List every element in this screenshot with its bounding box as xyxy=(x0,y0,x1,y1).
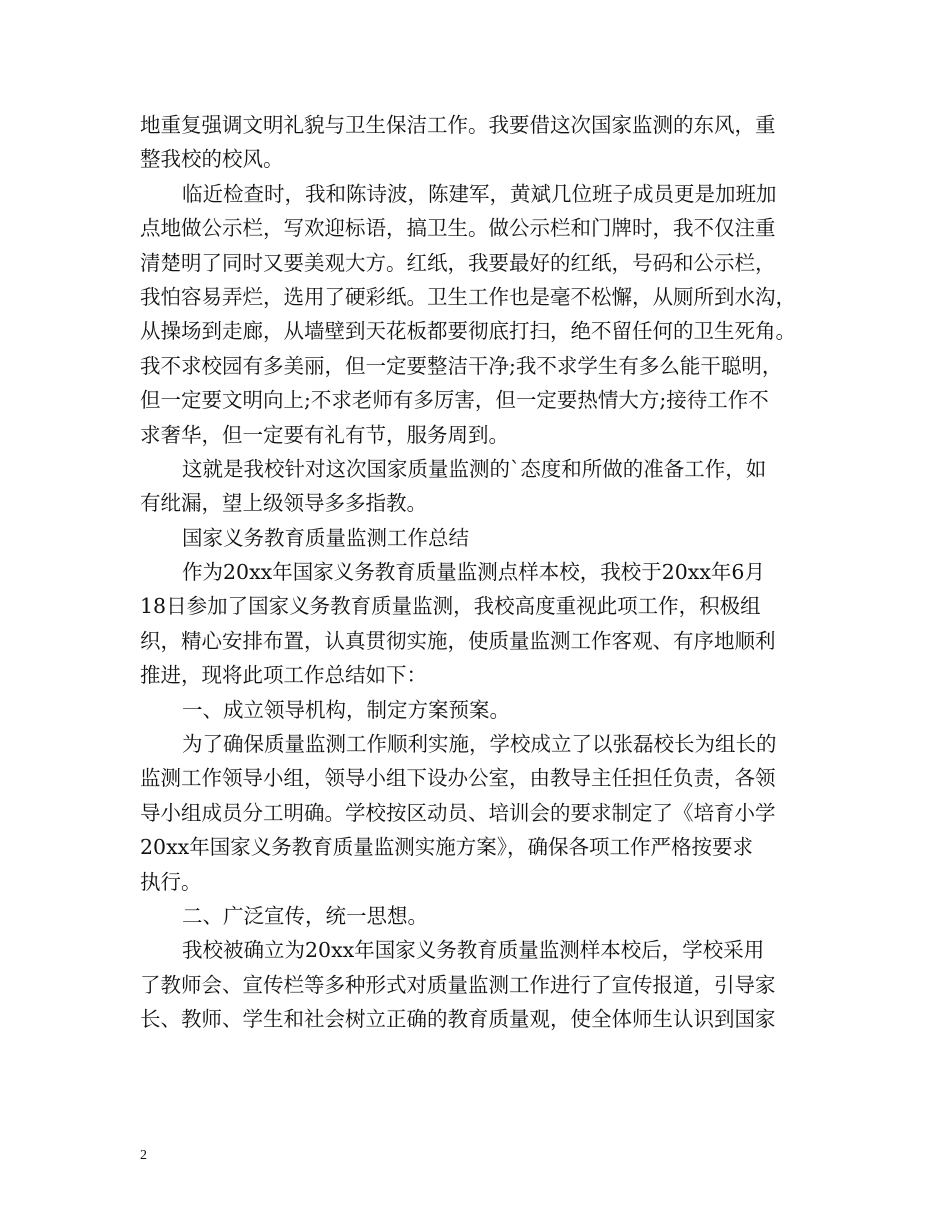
text-line: 点地做公示栏，写欢迎标语，搞卫生。做公示栏和门牌时，我不仅注重 xyxy=(140,216,776,241)
text-line: 长、教师、学生和社会树立正确的教育质量观，使全体师生认识到国家 xyxy=(140,1007,776,1032)
text-line: 执行。 xyxy=(140,869,202,894)
text-line: 求奢华，但一定要有礼有节，服务周到。 xyxy=(140,422,509,447)
text-line: 整我校的校风。 xyxy=(140,147,284,172)
page-number: 2 xyxy=(140,1148,147,1163)
text-line: 监测工作领导小组，领导小组下设办公室，由教导主任担任负责，各领 xyxy=(140,766,776,791)
text-line: 推进，现将此项工作总结如下： xyxy=(140,663,427,688)
text-line: 这就是我校针对这次国家质量监测的`态度和所做的准备工作，如 xyxy=(182,456,767,481)
text-line: 二、广泛宣传，统一思想。 xyxy=(182,903,428,928)
text-line: 有纰漏，望上级领导多多指教。 xyxy=(140,491,427,516)
text-line: 但一定要文明向上;不求老师有多厉害，但一定要热情大方;接待工作不 xyxy=(140,388,769,413)
text-line: 清楚明了同时又要美观大方。红纸，我要最好的红纸，号码和公示栏， xyxy=(140,250,776,275)
text-line: 导小组成员分工明确。学校按区动员、培训会的要求制定了《培育小学 xyxy=(140,800,776,825)
text-line: 地重复强调文明礼貌与卫生保洁工作。我要借这次国家监测的东风，重 xyxy=(140,113,776,137)
text-line: 我怕容易弄烂，选用了硬彩纸。卫生工作也是毫不松懈，从厕所到水沟， xyxy=(140,284,796,309)
text-line: 我不求校园有多美丽，但一定要整洁干净;我不求学生有多么能干聪明， xyxy=(140,353,783,378)
text-line: 国家义务教育质量监测工作总结 xyxy=(182,525,469,550)
text-line: 临近检查时，我和陈诗波，陈建军，黄斌几位班子成员更是加班加 xyxy=(182,181,777,206)
text-line: 了教师会、宣传栏等多种形式对质量监测工作进行了宣传报道，引导家 xyxy=(140,972,776,997)
text-line: 从操场到走廊，从墙壁到天花板都要彻底打扫，绝不留任何的卫生死角。 xyxy=(140,319,796,344)
body-text xyxy=(140,108,830,1037)
text-line: 织，精心安排布置，认真贯彻实施，使质量监测工作客观、有序地顺利 xyxy=(140,628,776,653)
text-line: 我校被确立为20xx年国家义务教育质量监测样本校后，学校采用 xyxy=(182,938,765,963)
text-line: 为了确保质量监测工作顺利实施，学校成立了以张磊校长为组长的 xyxy=(182,732,777,757)
text-line: 作为20xx年国家义务教育质量监测点样本校，我校于20xx年6月 xyxy=(182,560,765,585)
text-line: 20xx年国家义务教育质量监测实施方案》，确保各项工作严格按要求 xyxy=(140,835,753,860)
text-line: 18日参加了国家义务教育质量监测，我校高度重视此项工作，积极组 xyxy=(140,594,761,619)
text-line: 一、成立领导机构，制定方案预案。 xyxy=(182,697,510,722)
